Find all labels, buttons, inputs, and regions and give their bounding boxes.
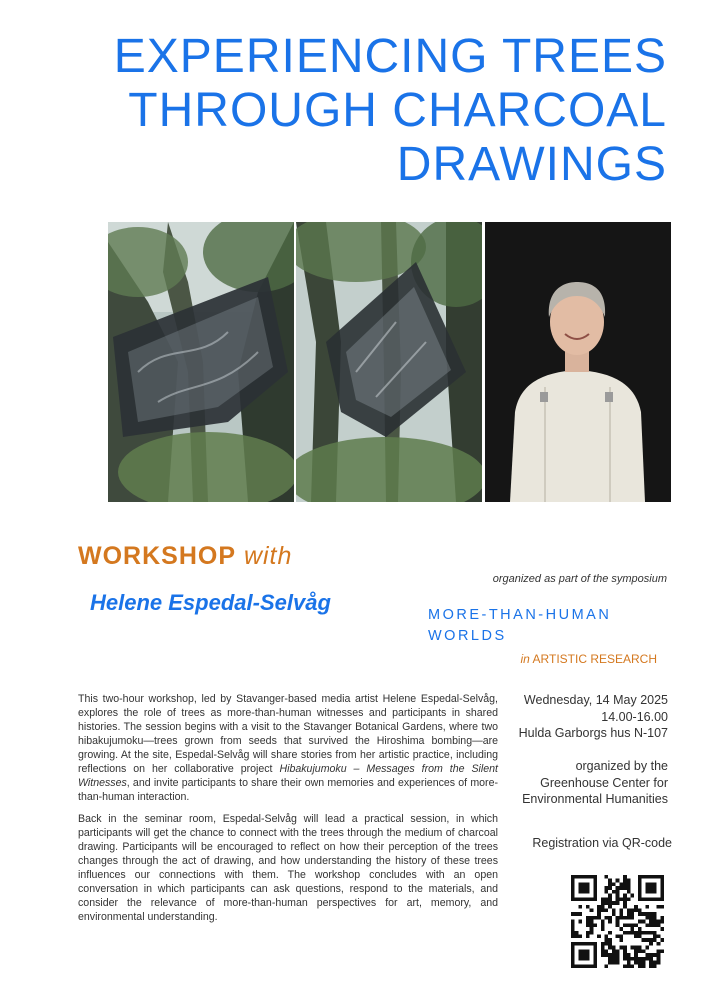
title-line-2: THROUGH CHARCOAL <box>128 84 667 137</box>
symposium-title-line-2: WORLDS <box>428 628 507 644</box>
organizer-line-1: organized by the <box>575 759 668 773</box>
symposium-intro: organized as part of the symposium <box>492 573 667 585</box>
description-paragraph-1 <box>78 692 498 804</box>
workshop-label: WORKSHOP <box>78 542 236 570</box>
event-details <box>519 692 668 742</box>
event-time: 14.00-16.00 <box>601 709 668 724</box>
title-line-3: DRAWINGS <box>396 138 667 191</box>
poster-title <box>114 30 667 192</box>
project-title: Hibakujumoku – Messages from the Silent Witnesses <box>78 763 498 789</box>
artist-name: Helene Espedal-Selvåg <box>90 590 331 615</box>
qr-code[interactable] <box>571 875 664 968</box>
symposium-title-line-1: MORE-THAN-HUMAN <box>428 607 612 623</box>
photo-forest-installation-2 <box>296 222 482 502</box>
symposium-sub-rest: ARTISTIC RESEARCH <box>532 652 657 666</box>
workshop-heading <box>78 542 292 571</box>
photo-strip <box>108 222 671 502</box>
organizer-line-2: Greenhouse Center for <box>540 775 668 790</box>
symposium-title <box>428 605 611 647</box>
p1-text-b: , and invite participants to share their own memories and experiences of more-than-human interaction. <box>78 777 498 803</box>
p1-text-a: This two-hour workshop, led by Stavanger-based media artist Helene Espedal-Selvåg, explores the role of trees as more-than-human witnesses and participants in shared histories. The session begins with a visit to the Stavanger Botanical Gardens, where two hibakujumoku—trees grown from seeds that survived the Hiroshima bombing—are growing. At the site, Espedal-Selvåg will share stories from her artistic practice, including reflections on her collaborative project <box>78 693 498 775</box>
description-paragraph-2: Back in the seminar room, Espedal-Selvåg will lead a practical session, in which participants will get the chance to connect with the trees through the medium of charcoal drawing. Participants will be encouraged to reflect on how their perception of the trees changes through the act of drawing, and how understanding the history of these trees influences our connections with them. The workshop concludes with an open conversation in which participants can ask questions, respond to the materials, and consider the relevance of more-than-human perspectives for art, memory, and environmental understanding. <box>78 813 498 923</box>
description <box>78 692 498 932</box>
event-location: Hulda Garborgs hus N-107 <box>518 726 668 740</box>
symposium-sub-in: in <box>520 652 530 666</box>
symposium-subtitle <box>521 652 657 666</box>
workshop-with: with <box>243 542 293 570</box>
artist-portrait <box>485 222 671 502</box>
organizer-line-3: Environmental Humanities <box>522 792 668 806</box>
event-date: Wednesday, 14 May 2025 <box>523 693 668 707</box>
organizer-info <box>522 758 668 808</box>
title-line-1: EXPERIENCING TREES <box>113 30 667 83</box>
photo-forest-installation-1 <box>108 222 294 502</box>
registration-note: Registration via QR-code <box>532 836 672 850</box>
